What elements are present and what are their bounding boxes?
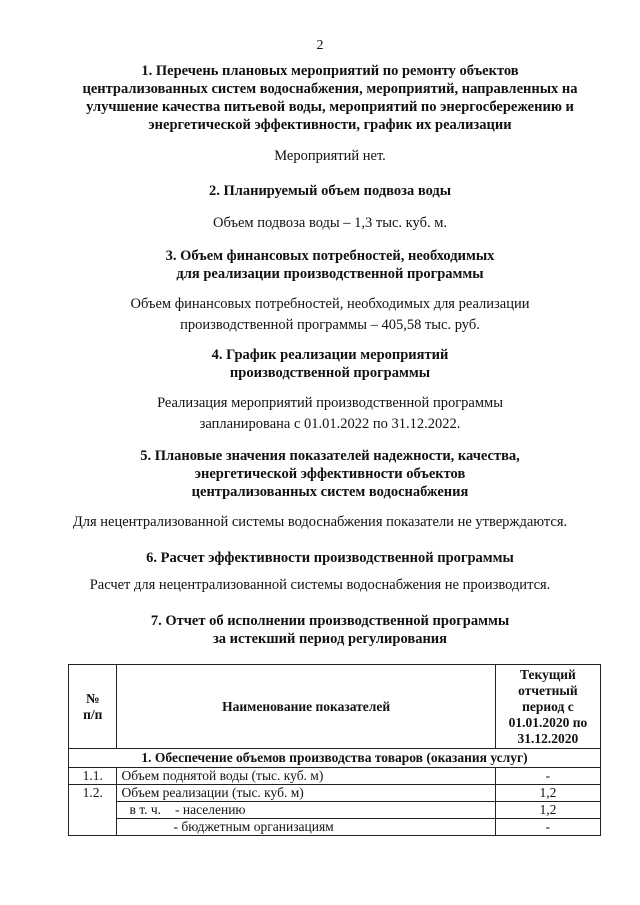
section-4-heading <box>60 346 600 382</box>
section-5-heading <box>60 447 600 501</box>
section-7-heading <box>60 612 600 648</box>
table-header-row <box>69 665 601 749</box>
header-num <box>69 665 117 749</box>
section-3-heading <box>60 247 600 283</box>
row-name <box>117 802 495 819</box>
report-table <box>68 664 601 836</box>
heading-line: производственной программы <box>229 365 431 381</box>
page-number: 2 <box>316 38 324 53</box>
section-1-text <box>60 146 600 167</box>
row-name-prefix: в т. ч. <box>129 802 162 817</box>
text-line: Объем финансовых потребностей, необходимых для реализации <box>130 296 530 312</box>
heading-line: улучшение качества питьевой воды, мероприятий по энергосбережению и <box>86 99 574 115</box>
heading-line: для реализации производственной программы <box>176 266 484 282</box>
heading-line: 5. Плановые значения показателей надежности, качества, <box>140 448 520 464</box>
section-6-text <box>20 575 620 596</box>
table-row <box>69 768 601 785</box>
row-value: 1,2 <box>495 802 600 819</box>
header-period-line: Текущий <box>520 666 576 682</box>
row-name: Объем поднятой воды (тыс. куб. м) <box>117 768 495 785</box>
heading-line: 6. Расчет эффективности производственной программы <box>146 550 514 566</box>
section-2-heading <box>60 182 600 200</box>
heading-line: централизованных систем водоснабжения <box>191 484 469 500</box>
text-line: запланирована с 01.01.2022 по 31.12.2022. <box>199 416 461 432</box>
heading-line: 7. Отчет об исполнении производственной программы <box>150 613 510 629</box>
heading-line: 1. Перечень плановых мероприятий по ремонту объектов <box>141 63 519 79</box>
table-section-row <box>69 749 601 768</box>
text-line: Объем подвоза воды – 1,3 тыс. куб. м. <box>212 215 448 231</box>
heading-line: 4. График реализации мероприятий <box>211 347 449 363</box>
heading-line: 3. Объем финансовых потребностей, необходимых <box>165 248 495 264</box>
section-5-text <box>20 512 620 533</box>
header-period <box>495 665 600 749</box>
row-num: 1.1. <box>69 768 117 785</box>
section-2-text <box>60 213 600 234</box>
text-line: Для нецентрализованной системы водоснабжения показатели не утверждаются. <box>72 514 568 530</box>
row-value: 1,2 <box>495 785 600 802</box>
section-6-heading <box>60 549 600 567</box>
table-row <box>69 785 601 802</box>
header-period-line: 01.01.2020 по <box>508 714 588 730</box>
section-3-text <box>60 294 600 336</box>
row-value: - <box>495 819 600 836</box>
row-name-text: - населению <box>175 802 246 817</box>
header-period-line: 31.12.2020 <box>517 730 579 746</box>
text-line: производственной программы – 405,58 тыс. руб. <box>180 317 480 333</box>
heading-line: за истекший период регулирования <box>212 631 448 647</box>
header-period-line: отчетный <box>518 682 578 698</box>
table-row <box>69 819 601 836</box>
section-title: 1. Обеспечение объемов производства товаров (оказания услуг) <box>69 749 601 768</box>
header-period-line: период с <box>522 698 574 714</box>
text-line: Мероприятий нет. <box>274 148 386 164</box>
row-num: 1.2. <box>69 785 117 836</box>
text-line: Реализация мероприятий производственной программы <box>157 395 503 411</box>
text-line: Расчет для нецентрализованной системы водоснабжения не производится. <box>89 577 551 593</box>
section-1-heading <box>60 62 600 134</box>
header-num-line: № <box>85 690 100 706</box>
row-name: Объем реализации (тыс. куб. м) <box>117 785 495 802</box>
section-4-text <box>60 393 600 435</box>
header-name: Наименование показателей <box>117 665 495 749</box>
heading-line: энергетической эффективности, график их реализации <box>148 117 512 133</box>
header-num-line: п/п <box>83 706 103 722</box>
table-row <box>69 802 601 819</box>
row-name: - бюджетным организациям <box>117 819 495 836</box>
heading-line: энергетической эффективности объектов <box>194 466 466 482</box>
heading-line: 2. Планируемый объем подвоза воды <box>208 183 452 199</box>
heading-line: централизованных систем водоснабжения, мероприятий, направленных на <box>82 81 578 97</box>
row-value: - <box>495 768 600 785</box>
